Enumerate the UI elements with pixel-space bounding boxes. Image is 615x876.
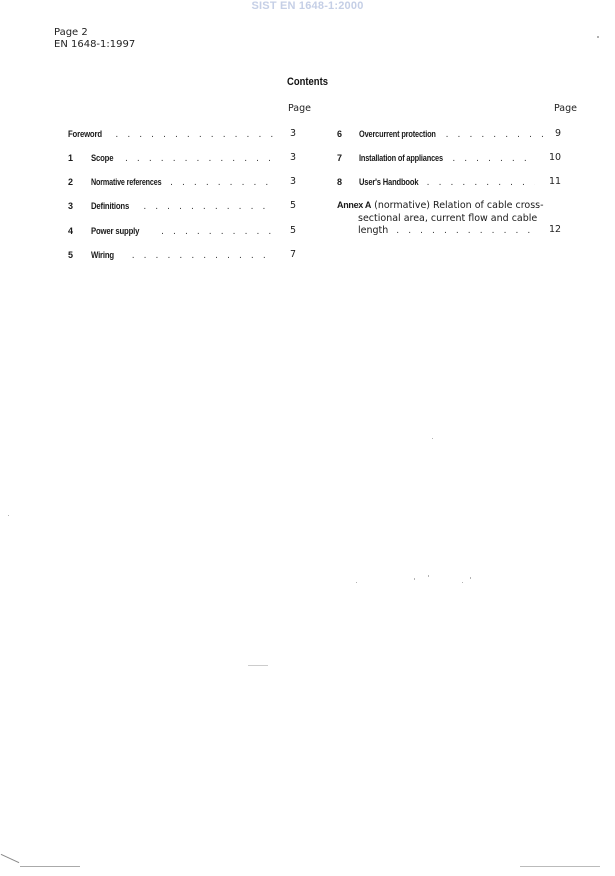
annex-line-1: [337, 199, 557, 213]
dot-leader: [117, 153, 278, 165]
scan-speck: [597, 36, 599, 38]
toc-entry-page: 7: [290, 249, 297, 260]
scan-speck: [20, 866, 80, 867]
toc-entry-title: Scope: [91, 153, 114, 163]
toc-entry-number: 5: [68, 250, 74, 260]
contents-title: Contents: [286, 76, 328, 88]
dot-leader: [388, 225, 533, 238]
dot-leader: [118, 250, 274, 262]
dot-leader: [438, 129, 543, 141]
dot-leader: [135, 201, 274, 213]
toc-entry-number: 3: [68, 201, 74, 211]
toc-entry-number: 8: [337, 177, 343, 187]
left-page-column-label: Page: [288, 103, 311, 114]
scan-speck: [462, 582, 463, 583]
standard-reference: EN 1648-1:1997: [54, 39, 136, 50]
annex-page: 12: [549, 224, 562, 235]
scan-speck: [428, 575, 429, 577]
toc-entry-title: Foreword: [68, 129, 102, 139]
dot-leader: [444, 153, 535, 165]
scan-speck: [1, 854, 20, 863]
toc-entry-title: Power supply: [91, 226, 140, 236]
toc-entry-page: 3: [290, 176, 297, 187]
page-number-label: Page 2: [54, 27, 88, 38]
right-page-column-label: Page: [554, 103, 577, 114]
scan-speck: [8, 515, 9, 516]
scan-speck: [356, 582, 357, 583]
toc-entry-number: 2: [68, 177, 74, 187]
toc-entry-page: 9: [555, 128, 562, 139]
annex-title-line-3: length: [358, 225, 389, 236]
toc-entry-page: 10: [549, 152, 562, 163]
annex-title-line-2: sectional area, current flow and cable: [358, 212, 538, 224]
toc-entry-title: Installation of appliances: [359, 153, 443, 163]
toc-entry-title: User's Handbook: [359, 177, 419, 187]
toc-entry-title: Normative references: [91, 177, 162, 187]
scan-speck: [470, 577, 471, 579]
toc-entry-title: Wiring: [91, 250, 114, 260]
toc-entry-title: Definitions: [91, 201, 130, 211]
annex-label: Annex A: [337, 200, 372, 210]
dot-leader: [419, 177, 535, 189]
document-watermark: SIST EN 1648-1:2000: [251, 0, 364, 12]
scan-speck: [414, 578, 415, 580]
scan-speck: [432, 438, 433, 439]
scan-speck: [520, 866, 600, 867]
toc-entry-page: 3: [290, 128, 297, 139]
toc-entry-page: 3: [290, 152, 297, 163]
toc-entry-page: 5: [290, 225, 297, 236]
annex-line-3: [337, 225, 533, 238]
scan-speck: [248, 665, 268, 666]
toc-entry-page: 11: [549, 176, 562, 187]
toc-entry-title: Overcurrent protection: [359, 129, 436, 139]
toc-entry-annex-a[interactable]: [337, 199, 557, 238]
toc-entry-number: 4: [68, 226, 74, 236]
dot-leader: [107, 129, 273, 141]
dot-leader: [147, 226, 274, 238]
dot-leader: [162, 177, 278, 189]
page-header: [54, 27, 135, 51]
toc-entry-number: 6: [337, 129, 343, 139]
toc-entry-page: 5: [290, 200, 297, 211]
annex-title-line-1: (normative) Relation of cable cross-: [374, 200, 544, 211]
toc-entry-number: 1: [68, 153, 74, 163]
toc-entry-number: 7: [337, 153, 343, 163]
